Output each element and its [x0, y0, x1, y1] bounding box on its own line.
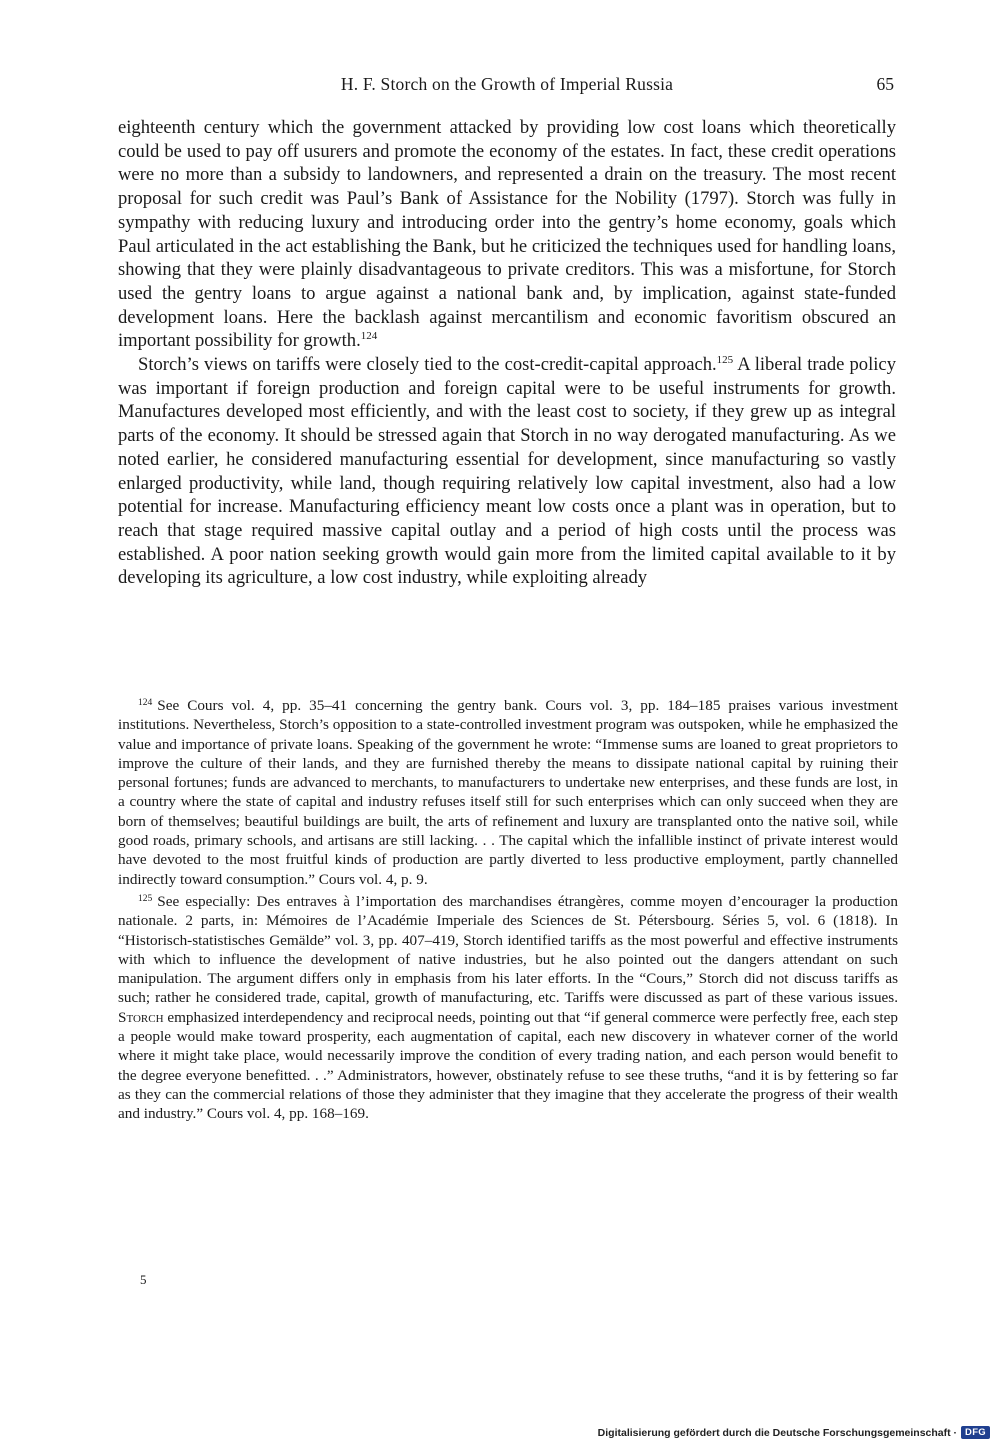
footnote-125	[118, 890, 898, 1124]
footnote-ref-125: 125	[716, 354, 734, 367]
footnote-124	[118, 694, 898, 889]
footnote-125-mark: 125	[138, 893, 153, 904]
credit-text: Digitalisierung gefördert durch die Deutsche Forschungsgemeinschaft ·	[597, 1426, 958, 1439]
digitization-credit	[598, 1426, 990, 1439]
paragraph-1-text: eighteenth century which the government attacked by providing low cost loans which theoretically could be used to pay off usurers and promote the economy of the estates. In fact, these credit operations were no more than a subsidy to landowners, and represented a drain on the treasury. The most recent proposal for such credit was Paul’s Bank of Assistance for the Nobility (1797). Storch was fully in sympathy with reducing luxury and introducing order into the gentry’s home economy, goals which Paul articulated in the act establishing the Bank, but he criticized the techniques used for handling loans, showing that they were plainly disadvantageous to private creditors. This was a misfortune, for Storch used the gentry loans to argue against a national bank and, by implication, against state-funded development loans. Here the backlash against mercantilism and economic favoritism obscured an important possibility for growth.	[118, 117, 896, 352]
footnote-125-text-part2: emphasized interdependency and reciprocal needs, pointing out that “if general commerce were perfectly free, each step a people would make toward prosperity, each augmentation of capital, each new discovery in whatever corner of the world where it might take place, would necessarily improve the condition of every trading nation, and each person would benefit to the degree everyone benefitted. . .” Administrators, however, obstinately refuse to see these truths, “and it is by fettering so far as they can the commercial relations of those they administer that they imagine that they accelerate the progress of their wealth and industry.” Cours vol. 4, pp. 168–169.	[118, 1008, 898, 1123]
dfg-logo: DFG	[961, 1426, 990, 1439]
footnote-ref-124: 124	[360, 330, 378, 343]
footnote-125-text-part1: See especially: Des entraves à l’importation des marchandises étrangères, comme moyen d’encourager la production nationale. 2 parts, in: Mémoires de l’Académie Imperiale des Sciences de St. Pétersbourg. Séries 5, vol. 6 (1818). In “Historisch-statistisches Gemälde” vol. 3, pp. 407–419, Storch identified tariffs as the most powerful and effective instruments with which to influence the development of native industries, but he also pointed out the dangers attendant on such manipulation. The argument differs only in emphasis from his later efforts. In the “Cours,” Storch did not discuss tariffs as such; rather he considered trade, capital, growth of manufacturing, etc. Tariffs were discussed as part of these various issues.	[118, 892, 898, 1007]
page-number: 65	[876, 74, 894, 94]
paragraph-2-rest: A liberal trade policy was important if foreign production and foreign capital were to be useful instruments for growth. Manufactures developed most efficiently, and with the least cost to society, if they grew up as integral parts of the economy. It should be stressed again that Storch in no way derogated manufacturing. As we noted earlier, he considered manufacturing essential for development, since manufacturing so vastly enlarged productivity, while land, though requiring relatively low capital investment, also had a low potential for increase. Manufacturing efficiency meant low costs once a plant was in operation, but to reach that stage required massive capital outlay and a period of high costs until the process was established. A poor nation seeking growth would gain more from the limited capital available to it by developing its agriculture, a low cost industry, while exploiting already	[118, 354, 896, 589]
footnotes	[118, 694, 898, 1125]
paragraph-1	[118, 116, 896, 353]
paragraph-2	[118, 353, 896, 590]
footnote-124-mark: 124	[138, 698, 153, 708]
footnote-125-smallcaps-name: Storch	[118, 1008, 164, 1026]
footnote-124-text: See Cours vol. 4, pp. 35–41 concerning the gentry bank. Cours vol. 3, pp. 184–185 praises various investment institutions. Nevertheless, Storch’s opposition to a state-controlled investment program was outspoken, while he emphasized the value and importance of private loans. Speaking of the government he wrote: “Immense sums are loaned to great proprietors to improve the culture of their lands, and they are furnished thereby the means to dissipate national capital by ruining their personal fortunes; funds are advanced to merchants, to manufacturers to undertake new enterprises, and these funds are lost, in a country where the state of capital and industry refuses itself still for such enterprises which can only succeed when they are born of themselves; beautiful buildings are built, the arts of refinement and luxury are transplanted onto the native soil, while good roads, primary schools, and artisans are still lacking. . . The capital which the infallible instinct of private interest would have devoted to the most fruitful kinds of production are partly diverted to less productive employment, partly channelled indirectly toward consumption.” Cours vol. 4, p. 9.	[118, 697, 898, 888]
paragraph-2-start: Storch’s views on tariffs were closely tied to the cost-credit-capital approach.	[138, 354, 717, 376]
page-header	[118, 74, 896, 102]
body-text	[118, 116, 896, 590]
running-title: H. F. Storch on the Growth of Imperial Russia	[340, 74, 674, 94]
signature-mark: 5	[140, 1272, 147, 1287]
